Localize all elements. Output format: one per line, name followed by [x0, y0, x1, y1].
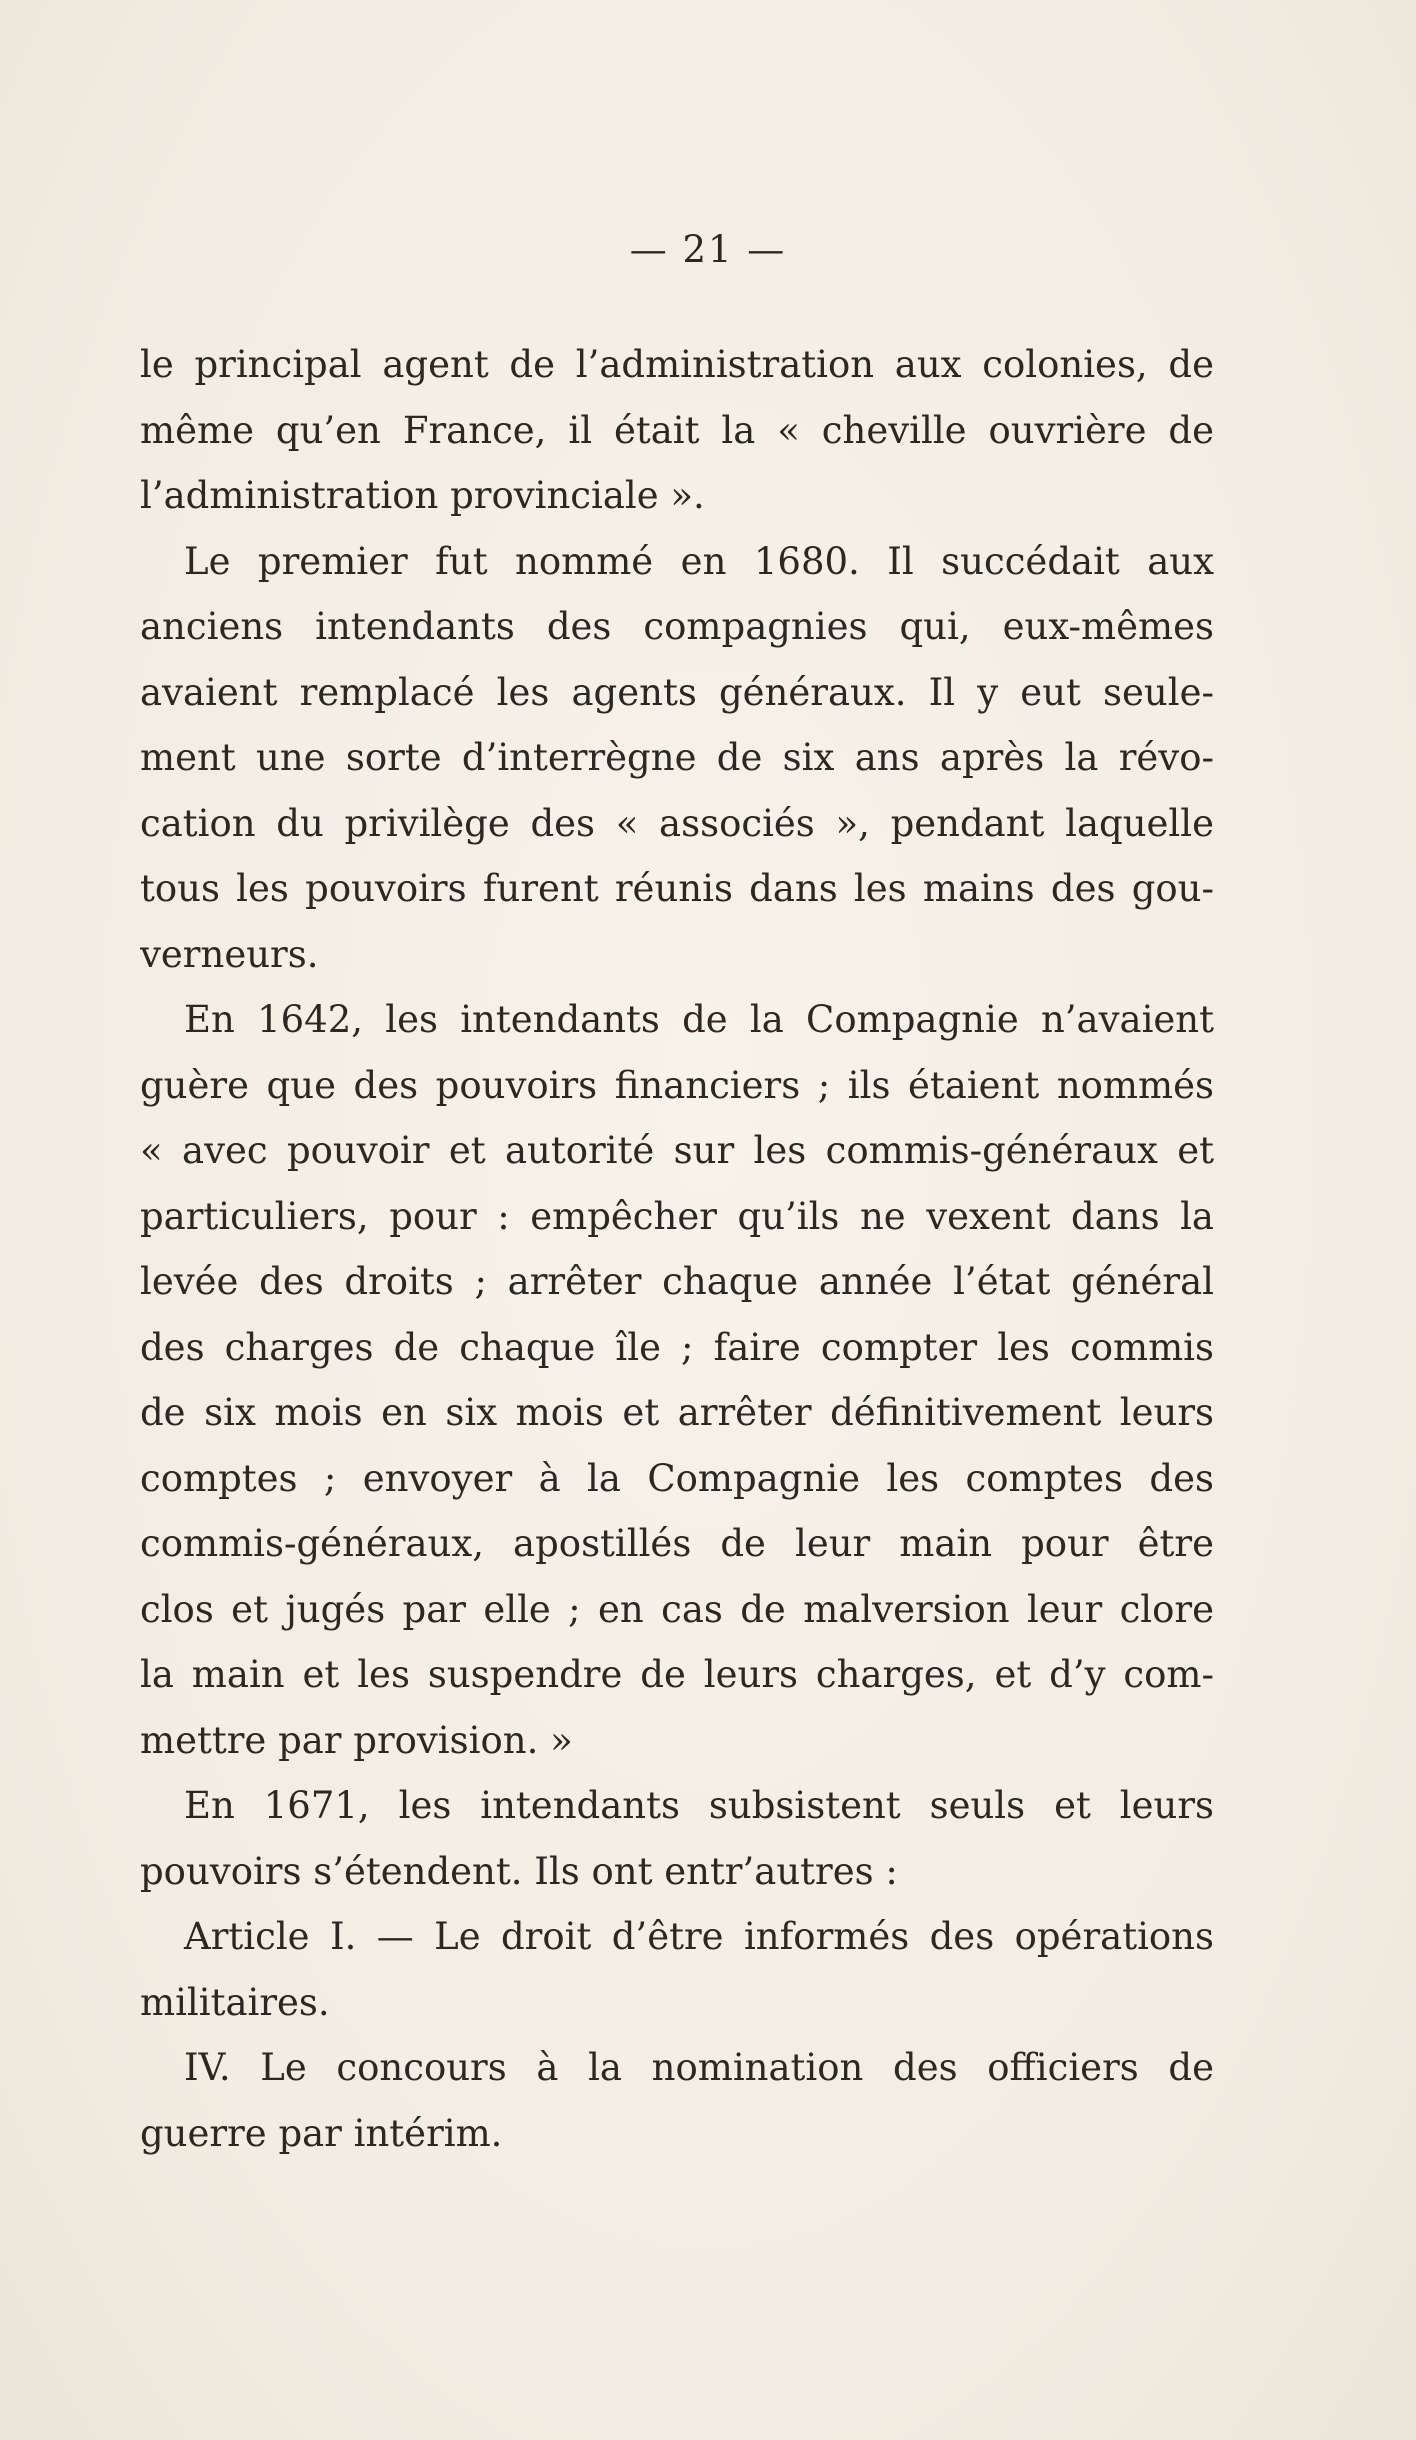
text-line: mettre par provision. » — [140, 1718, 573, 1762]
text-line: levée des droits ; arrêter chaque année l’état général — [140, 1260, 1214, 1303]
text-line: le principal agent de l’administration aux colonies, de — [140, 343, 1214, 386]
text-line: même qu’en France, il était la « cheville ouvrière de — [140, 408, 1214, 452]
text-line: « avec pouvoir et autorité sur les commis-généraux et — [140, 1129, 1214, 1172]
text-line: Article I. — Le droit d’être informés des opérations — [184, 1915, 1214, 1958]
text-line: particuliers, pour : empêcher qu’ils ne vexent dans la — [140, 1194, 1214, 1238]
text-line: de six mois en six mois et arrêter définitivement leurs — [140, 1391, 1214, 1434]
text-line: l’administration provinciale ». — [140, 474, 705, 517]
body-text — [140, 332, 1214, 2166]
text-line: En 1671, les intendants subsistent seuls et leurs — [184, 1784, 1214, 1827]
text-line: comptes ; envoyer à la Compagnie les comptes des — [140, 1456, 1214, 1500]
text-line: clos et jugés par elle ; en cas de malversion leur clore — [140, 1587, 1214, 1631]
text-line: des charges de chaque île ; faire compter les commis — [140, 1325, 1214, 1369]
text-line: pouvoirs s’étendent. Ils ont entr’autres : — [140, 1849, 898, 1893]
text-line: cation du privilège des « associés », pendant laquelle — [140, 801, 1214, 845]
text-line: ment une sorte d’interrègne de six ans après la révo- — [140, 736, 1214, 779]
text-line: Le premier fut nommé en 1680. Il succédait aux — [184, 539, 1214, 583]
text-line: militaires. — [140, 1980, 330, 2024]
page-number: — 21 — — [629, 228, 787, 271]
text-line: anciens intendants des compagnies qui, eux-mêmes — [140, 605, 1214, 648]
text-line: avaient remplacé les agents généraux. Il y eut seule- — [140, 670, 1214, 714]
text-line: guerre par intérim. — [140, 2111, 503, 2155]
text-line: IV. Le concours à la nomination des officiers de — [184, 2046, 1214, 2089]
text-line: guère que des pouvoirs financiers ; ils étaient nommés — [140, 1063, 1214, 1107]
text-line: la main et les suspendre de leurs charges, et d’y com- — [140, 1653, 1214, 1696]
text-line: tous les pouvoirs furent réunis dans les mains des gou- — [140, 867, 1214, 910]
text-line: verneurs. — [140, 932, 319, 976]
text-line: En 1642, les intendants de la Compagnie n’avaient — [184, 998, 1214, 1041]
text-line: commis-généraux, apostillés de leur main pour être — [140, 1522, 1214, 1565]
